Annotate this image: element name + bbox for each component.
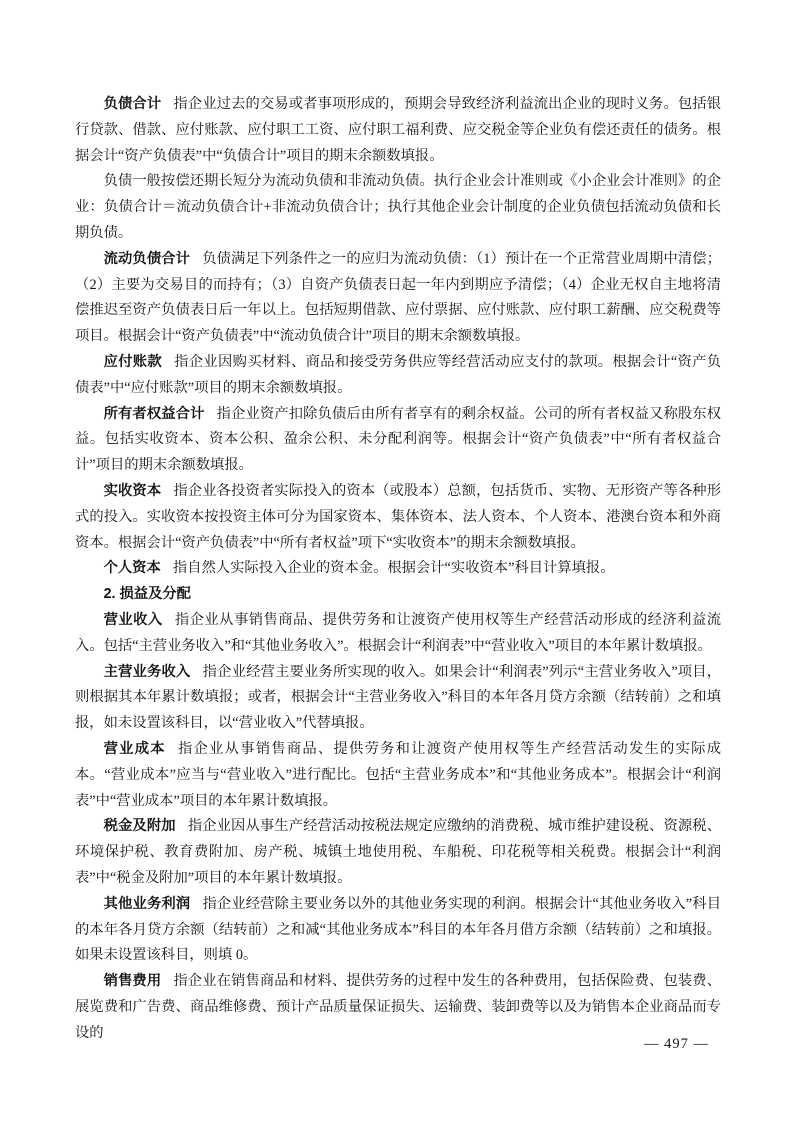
para-owners-equity-total [75, 402, 721, 479]
page-footer [644, 1036, 709, 1053]
para-total-liabilities [75, 92, 721, 169]
para-current-liabilities-total [75, 247, 721, 350]
para-accounts-payable [75, 350, 721, 402]
para-other-business-profit [75, 892, 721, 969]
glossary-content [75, 92, 721, 1046]
term-definition: 指企业经营除主要业务以外的其他业务实现的利润。根据会计“其他业务收入”科目的本年各月贷方余额（结转前）之和减“其他业务成本”科目的本年各月借方余额（结转前）之和填报。如果未设置该科目，则填 0。 [75, 895, 721, 964]
para-personal-capital [75, 556, 721, 582]
page-number: — 497 — [644, 1036, 709, 1052]
term-definition: 指企业从事销售商品、提供劳务和让渡资产使用权等生产经营活动形成的经济利益流入。包括“主营业务收入”和“其他业务收入”。根据会计“利润表”中“营业收入”项目的本年累计数填报。 [75, 611, 722, 654]
term-definition: 指企业因从事生产经营活动按税法规定应缴纳的消费税、城市维护建设税、资源税、环境保护税、教育费附加、房产税、城镇土地使用税、车船税、印花税等相关税费。根据会计“利润表”中“税金及附加”项目的本年累计数填报。 [75, 818, 722, 886]
term-label: 销售费用 [103, 973, 162, 990]
term-label: 实收资本 [103, 482, 162, 499]
term-definition: 指企业经营主要业务所实现的收入。如果会计“利润表”列示“主营业务收入”项目，则根据其本年累计数填报；或者，根据会计“主营业务收入”科目的本年各月贷方余额（结转前）之和填报，如未设置该科目，以“营业收入”代替填报。 [75, 663, 721, 732]
term-label: 税金及附加 [103, 818, 176, 835]
term-definition: 指企业各投资者实际投入的资本（或股本）总额，包括货币、实物、无形资产等各种形式的投入。实收资本按投资主体可分为国家资本、集体资本、法人资本、个人资本、港澳台资本和外商资本。根据会计“资产负债表”中“所有者权益”项下“实收资本”的期末余额数填报。 [75, 482, 721, 551]
para-paid-in-capital [75, 479, 721, 556]
para-taxes-and-surcharges [75, 814, 721, 891]
term-label: 主营业务收入 [103, 663, 191, 680]
section-heading-text: 2. 损益及分配 [103, 586, 191, 603]
term-definition: 指企业过去的交易或者事项形成的，预期会导致经济利益流出企业的现时义务。包括银行贷款、借款、应付账款、应付职工工资、应付职工福利费、应交税金等企业负有偿还责任的债务。根据会计“资产负债表”中“负债合计”项目的期末余额数填报。 [75, 96, 721, 164]
term-label: 应付账款 [103, 353, 163, 370]
term-label: 营业成本 [103, 740, 166, 757]
paragraph-text: 负债一般按偿还期长短分为流动负债和非流动负债。执行企业会计准则或《小企业会计准则》的企业：负债合计＝流动负债合计+非流动负债合计；执行其他企业会计制度的企业负债包括流动负债和长期负债。 [75, 173, 721, 241]
term-definition: 指企业因购买材料、商品和接受劳务供应等经营活动应支付的款项。根据会计“资产负债表”中“应付账款”项目的期末余额数填报。 [75, 353, 722, 396]
section-heading-profit-and-distribution [75, 582, 721, 608]
para-operating-revenue [75, 608, 721, 660]
term-label: 所有者权益合计 [103, 405, 205, 422]
para-selling-expenses [75, 969, 721, 1046]
term-label: 流动负债合计 [103, 250, 191, 267]
term-definition: 指企业在销售商品和材料、提供劳务的过程中发生的各种费用，包括保险费、包装费、展览费和广告费、商品维修费、预计产品质量保证损失、运输费、装卸费等以及为销售本企业商品而专设的 [75, 973, 721, 1041]
term-label: 个人资本 [103, 560, 161, 577]
term-label: 其他业务利润 [103, 895, 191, 912]
para-operating-cost [75, 737, 721, 814]
term-definition: 指自然人实际投入企业的资本金。根据会计“实收资本”科目计算填报。 [172, 560, 615, 577]
term-label: 营业收入 [103, 611, 163, 628]
term-definition: 指企业从事销售商品、提供劳务和让渡资产使用权等生产经营活动发生的实际成本。“营业成本”应当与“营业收入”进行配比。包括“主营业务成本”和“其他业务成本”。根据会计“利润表”中“营业成本”项目的本年累计数填报。 [75, 740, 722, 809]
para-main-business-revenue [75, 660, 721, 737]
term-definition: 指企业资产扣除负债后由所有者享有的剩余权益。公司的所有者权益又称股东权益。包括实收资本、资本公积、盈余公积、未分配利润等。根据会计“资产负债表”中“所有者权益合计”项目的期末余额数填报。 [75, 405, 722, 474]
term-label: 负债合计 [103, 96, 162, 112]
term-definition: 负债满足下列条件之一的应归为流动负债：（1）预计在一个正常营业周期中清偿；（2）主要为交易目的而持有；（3）自资产负债表日起一年内到期应予清偿；（4）企业无权自主地将清偿推迟至资产负债表日后一年以上。包括短期借款、应付票据、应付账款、应付职工薪酬、应交税费等项目。根据会计“资产负债表”中“流动负债合计”项目的期末余额数填报。 [75, 250, 721, 345]
para-liabilities-classification [75, 169, 721, 246]
